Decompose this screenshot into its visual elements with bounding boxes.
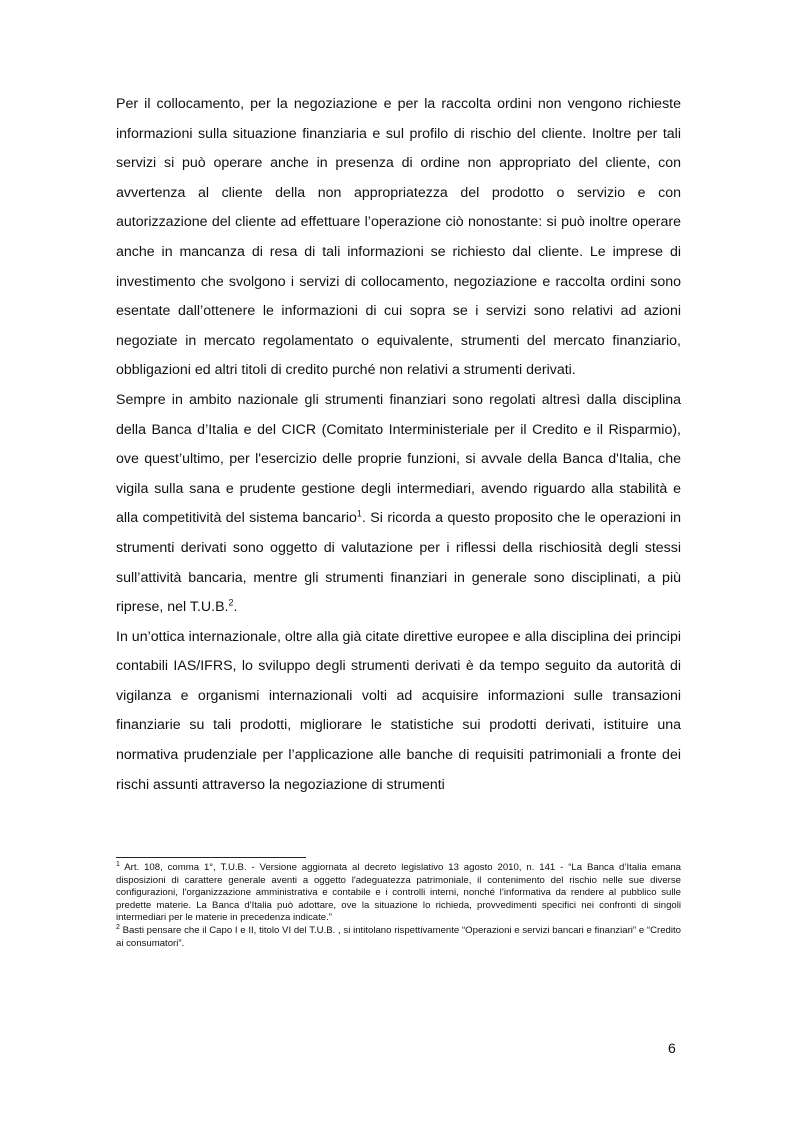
paragraph-2 [116,386,681,623]
paragraph-1 [116,90,681,386]
paragraph-text: In un’ottica internazionale, oltre alla già citate direttive europee e alla disciplina dei principi contabili IAS/IFRS, lo sviluppo degli strumenti derivati è da tempo seguito da autorità di vigilanza e organismi internazionali volti ad acquisire informazioni sulle transazioni finanziarie su tali prodotti, migliorare le statistiche sui prodotti derivati, istituire una normativa prudenziale per l’applicazione alle banche di requisiti patrimoniali a fronte dei rischi assunti attraverso la negoziazione di strumenti [116,628,681,793]
paragraph-text: . [233,599,238,616]
paragraph-text: Sempre in ambito nazionale gli strumenti finanziari sono regolati altresì dalla disciplina della Banca d’Italia e del CICR (Comitato Interministeriale per il Credito e il Risparmio), ove quest’ultimo, per l'esercizio delle proprie funzioni, si avvale della Banca d'Italia, che vigila sulla sana e prudente gestione degli intermediari, avendo riguardo alla stabilità e alla competitività del sistema bancario [116,391,681,527]
footnote-mark: 1 [116,860,120,868]
footnote-ref-2[interactable]: 2 [228,597,234,608]
page-number: 6 [668,1040,676,1056]
body-text [116,90,681,800]
footnote-2 [116,925,681,950]
footnote-text: Art. 108, comma 1°, T.U.B. - Versione aggiornata al decreto legislativo 13 agosto 2010, n. 141 - “La Banca d’Italia emana disposizioni di carattere generale aventi a oggetto l'adeguatezza patrimoniale, il contenimento del rischio nelle sue diverse configurazioni, l'organizzazione amministrativa e contabile e i controlli interni, nonché l’informativa da rendere al pubblico sulle predette materie. La Banca d'Italia può adottare, ove la situazione lo richieda, provvedimenti specifici nei confronti di singoli intermediari per le materie in precedenza indicate.” [116,862,681,924]
paragraph-text: Per il collocamento, per la negoziazione e per la raccolta ordini non vengono richieste informazioni sulla situazione finanziaria e sul profilo di rischio del cliente. Inoltre per tali servizi si può operare anche in presenza di ordine non appropriato del cliente, con avvertenza al cliente della non appropriatezza del prodotto o servizio e con autorizzazione del cliente ad effettuare l’operazione ciò nonostante: si può inoltre operare anche in mancanza di resa di tali informazioni se richiesto dal cliente. Le imprese di investimento che svolgono i servizi di collocamento, negoziazione e raccolta ordini sono esentate dall’ottenere le informazioni di cui sopra se i servizi sono relativi ad azioni negoziate in mercato regolamentato o equivalente, strumenti del mercato finanziario, obbligazioni ed altri titoli di credito purché non relativi a strumenti derivati. [116,96,681,379]
paragraph-3 [116,623,681,801]
footnote-text: Basti pensare che il Capo I e II, titolo VI del T.U.B. , si intitolano rispettivamente “Operazioni e servizi bancari e finanziari” e “Credito ai consumatori”. [116,924,681,949]
footnote-ref-1[interactable]: 1 [356,508,362,519]
footnote-1 [116,862,681,925]
paragraph-text: . Si ricorda a questo proposito che le operazioni in strumenti derivati sono oggetto di valutazione per i riflessi della rischiosità degli stessi sull’attività bancaria, mentre gli strumenti finanziari in generale sono disciplinati, a più riprese, nel T.U.B. [116,510,681,616]
footnotes [116,862,681,950]
footnote-separator [116,857,306,858]
footnote-mark: 2 [116,923,120,931]
